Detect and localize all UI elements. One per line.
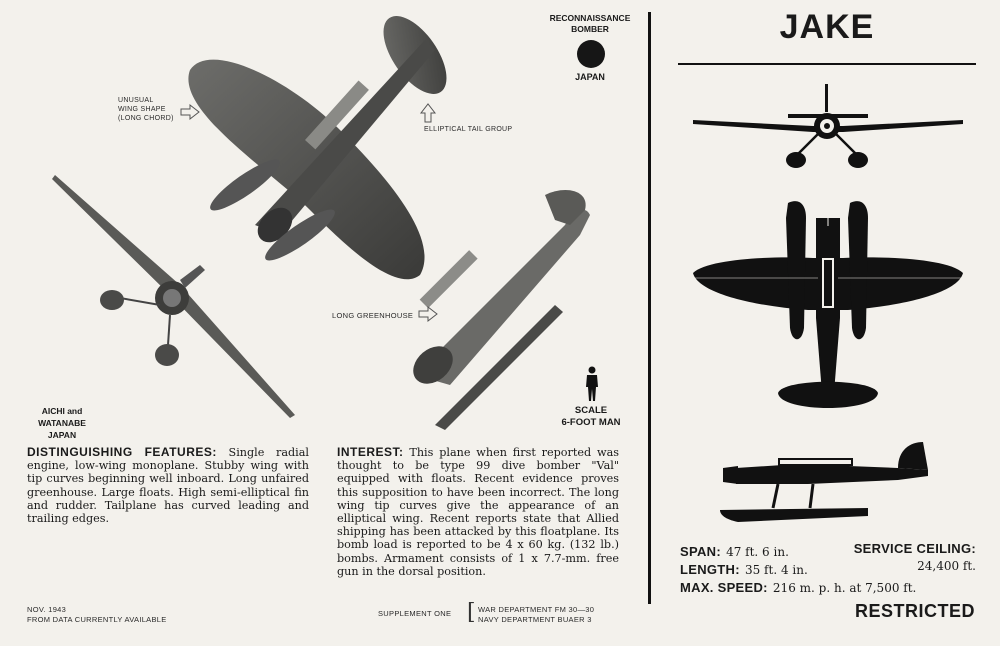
callout-greenhouse: LONG GREENHOUSE — [332, 311, 414, 320]
callout-tail-group: ELLIPTICAL TAIL GROUP — [424, 126, 513, 133]
page-title: JAKE — [779, 8, 875, 46]
distinguishing-features — [27, 446, 309, 525]
aircraft-role — [540, 13, 640, 35]
silhouette-top-view — [688, 198, 968, 418]
footer-navy-dept: NAVY DEPARTMENT BUAER 3 — [478, 615, 592, 624]
footer-left — [27, 605, 167, 625]
silhouette-front-view — [688, 82, 968, 177]
manufacturer — [22, 405, 102, 441]
arrow-right-icon — [418, 306, 438, 322]
callout-wing-shape — [118, 96, 188, 123]
spec-span-label: SPAN: — [680, 544, 721, 559]
spec-length-label: LENGTH: — [680, 562, 740, 577]
classification-label: RESTRICTED — [854, 601, 975, 621]
features-text: Single radial engine, low-wing monoplane. Stubby wing with tip curves beginning well inboard. Long unfaired greenhouse. Large floats. High semi-elliptical fin and rudder. Tailplane has curved leading and trailing edges. — [27, 446, 309, 526]
scale-man-icon — [584, 366, 600, 402]
arrow-up-icon — [420, 103, 436, 123]
footer-source: FROM DATA CURRENTLY AVAILABLE — [27, 615, 167, 624]
footer-departments — [478, 605, 594, 625]
footer-bracket: [ — [467, 600, 476, 625]
spec-ceiling-value: 24,400 ft. — [917, 559, 976, 573]
column-divider — [648, 12, 651, 604]
interest-heading: INTEREST: — [337, 445, 404, 459]
spec-length-value: 35 ft. 4 in. — [744, 563, 808, 577]
scale-line-1: SCALE — [574, 405, 608, 416]
spec-length — [680, 559, 808, 578]
hinomaru-roundel — [576, 39, 606, 69]
spec-span — [680, 541, 789, 560]
interest-text: This plane when first reported was thought to be type 99 dive bomber "Val" equipped with floats. Recent evidence proves this supposition to have been incorrect. The long wing tip curves give the appearance of an elliptical wing. Recent reports state that Allied shipping has been attacked by this floatplane. Its bomb load is reported to be 4 x 60 kg. (132 lb.) bombs. Armament consists of 1 x 7.7-mm. free gun in the dorsal position. — [337, 446, 619, 578]
spec-ceiling-label: SERVICE CEILING: — [853, 541, 976, 556]
footer-war-dept: WAR DEPARTMENT FM 30—30 — [478, 605, 595, 614]
silhouette-side-view — [718, 440, 938, 530]
role-line-1: RECONNAISSANCE — [549, 13, 631, 23]
spec-speed-value: 216 m. p. h. at 7,500 ft. — [772, 581, 917, 595]
scale-line-2: 6-FOOT MAN — [561, 417, 621, 428]
country-label: JAPAN — [575, 72, 605, 82]
spec-ceiling — [854, 541, 976, 573]
footer-supplement: SUPPLEMENT ONE — [378, 609, 452, 618]
footer-date: NOV. 1943 — [27, 605, 67, 614]
manufacturer-country: JAPAN — [47, 430, 77, 440]
plane-photo-head-on — [50, 170, 310, 420]
manufacturer-name: AICHI and WATANABE — [38, 406, 86, 428]
features-heading: DISTINGUISHING FEATURES: — [27, 445, 217, 459]
spec-speed-label: MAX. SPEED: — [680, 580, 768, 595]
callout-wing-line-2: WING SHAPE — [118, 106, 166, 113]
spec-span-value: 47 ft. 6 in. — [726, 545, 789, 559]
scale-label — [560, 405, 622, 429]
callout-wing-line-1: UNUSUAL — [118, 97, 154, 104]
arrow-right-icon — [180, 104, 200, 120]
interest-section — [337, 446, 619, 578]
title-rule — [678, 63, 976, 65]
role-line-2: BOMBER — [571, 24, 609, 34]
spec-speed — [680, 577, 916, 596]
callout-wing-line-3: (LONG CHORD) — [118, 115, 174, 122]
